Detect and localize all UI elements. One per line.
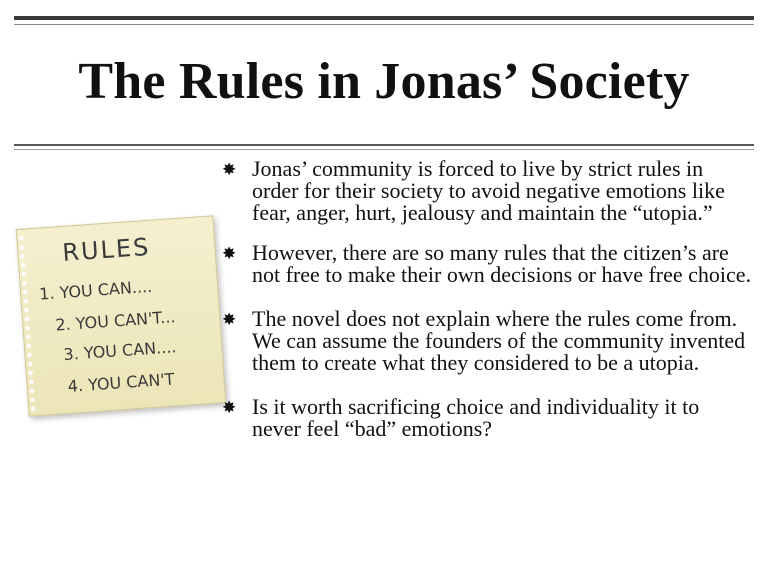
- notepad-holes: [17, 233, 37, 411]
- bullet-text: The novel does not explain where the rules come from. We can assume the founders of the community invented them to create what they considered to be a utopia.: [252, 306, 746, 375]
- bullet-text: Jonas’ community is forced to live by strict rules in order for their society to avoid negative emotions like fear, anger, hurt, jealousy and maintain the “utopia.”: [252, 156, 725, 225]
- bullet-star-icon: ✸: [222, 160, 237, 180]
- bullet-star-icon: ✸: [222, 244, 237, 264]
- notepad-line: 4. YOU CAN'T: [67, 369, 176, 396]
- notepad-line: 3. YOU CAN....: [62, 337, 178, 365]
- bullet-list: [222, 158, 752, 462]
- rules-notepad-image: [16, 215, 227, 416]
- slide-title: The Rules in Jonas’ Society: [78, 53, 690, 110]
- bullet-item: [222, 396, 752, 440]
- notepad-line: 1. YOU CAN....: [38, 276, 153, 304]
- bullet-item: [222, 158, 752, 224]
- notepad-title: RULES: [61, 232, 152, 267]
- top-rule-thick: [14, 16, 754, 20]
- bullet-text: Is it worth sacrificing choice and individuality it to never feel “bad” emotions?: [252, 394, 700, 441]
- title-rule-thin: [14, 149, 754, 150]
- bullet-text: However, there are so many rules that the citizen’s are not free to make their own decisions or have free choice.: [252, 240, 752, 287]
- bullet-star-icon: ✸: [222, 310, 237, 330]
- title-rule-thick: [14, 144, 754, 146]
- bullet-item: [222, 308, 752, 374]
- bullet-item: [222, 242, 752, 286]
- top-rule-thin: [14, 24, 754, 25]
- bullet-star-icon: ✸: [222, 398, 237, 418]
- notepad-line: 2. YOU CAN'T...: [54, 307, 177, 335]
